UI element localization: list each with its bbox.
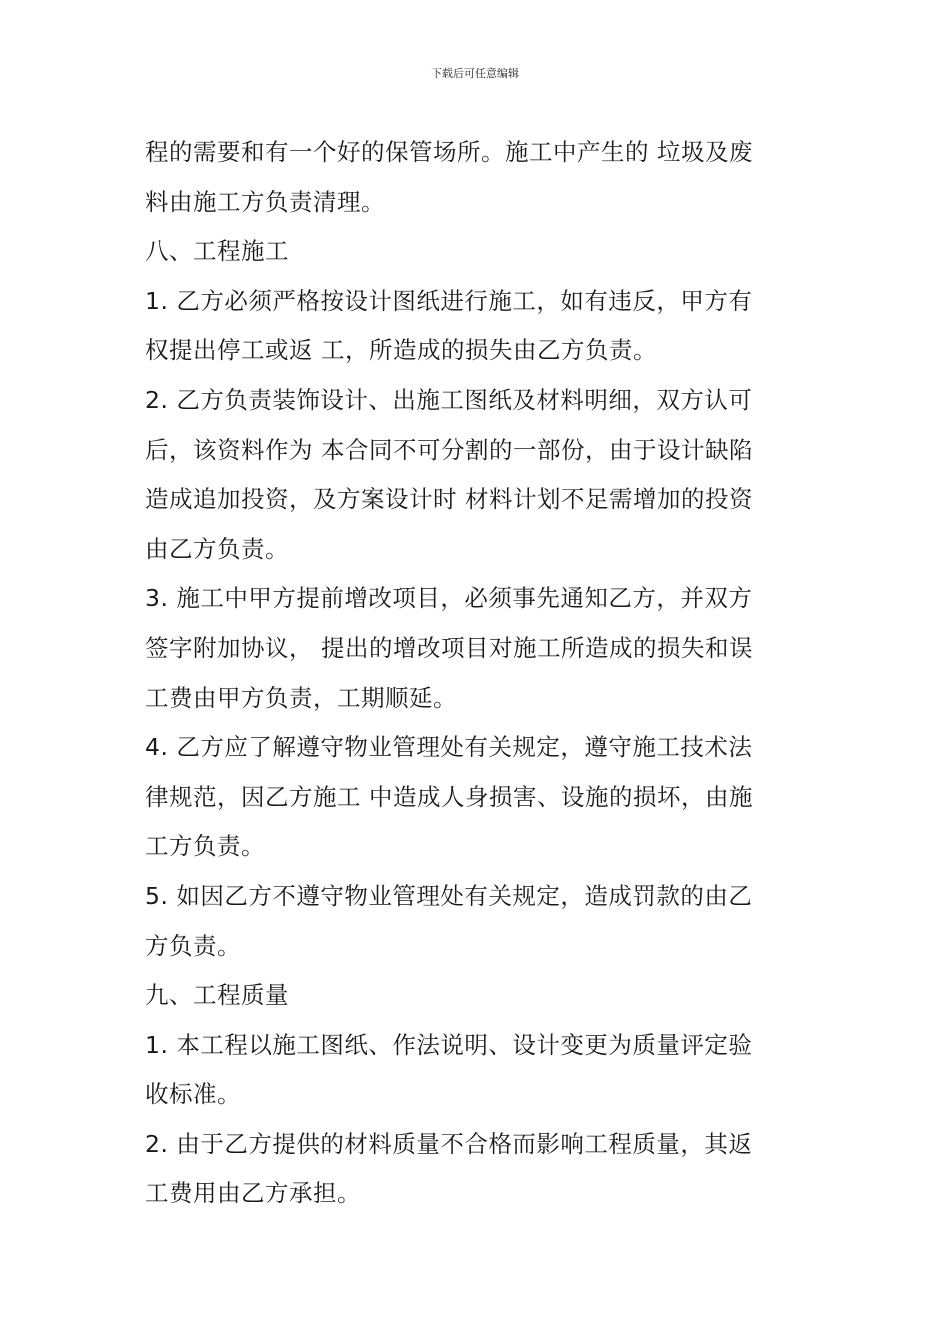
text-line: 3. 施工中甲方提前增改项目，必须事先通知乙方，并双方 [145, 584, 753, 613]
text-line: 工方负责。 [145, 832, 265, 861]
text-line: 由乙方负责。 [145, 534, 289, 563]
text-line: 程的需要和有一个好的保管场所。施工中产生的 垃圾及废 [145, 138, 753, 166]
text-line: 料由施工方负责清理。 [145, 187, 385, 216]
text-line: 签字附加协议， 提出的增改项目对施工所造成的损失和误 [145, 633, 753, 662]
text-line: 5. 如因乙方不遵守物业管理处有关规定，造成罚款的由乙 [145, 881, 753, 910]
text-line: 1. 本工程以施工图纸、作法说明、设计变更为质量评定验 [145, 1030, 753, 1059]
text-line: 工费用由乙方承担。 [145, 1179, 361, 1208]
text-line: 权提出停工或返 工，所造成的损失由乙方负责。 [145, 336, 657, 365]
text-line: 工费由甲方负责，工期顺延。 [145, 683, 457, 712]
text-line: 4. 乙方应了解遵守物业管理处有关规定，遵守施工技术法 [145, 733, 753, 762]
text-line: 1. 乙方必须严格按设计图纸进行施工，如有违反，甲方有 [145, 286, 753, 315]
text-line: 后，该资料作为 本合同不可分割的一部份，由于设计缺陷 [145, 435, 753, 464]
text-line: 2. 由于乙方提供的材料质量不合格而影响工程质量，其返 [145, 1129, 753, 1158]
text-line: 收标准。 [145, 1080, 241, 1109]
text-line: 造成追加投资，及方案设计时 材料计划不足需增加的投资 [145, 485, 753, 514]
section-heading: 九、工程质量 [145, 981, 289, 1010]
text-line: 律规范，因乙方施工 中造成人身损害、设施的损坏，由施 [145, 782, 753, 811]
text-line: 方负责。 [145, 931, 241, 960]
document-body [145, 128, 805, 1219]
text-line: 2. 乙方负责装饰设计、出施工图纸及材料明细，双方认可 [145, 385, 753, 414]
section-heading: 八、工程施工 [145, 237, 289, 266]
page-header-note: 下载后可任意编辑 [431, 67, 519, 80]
